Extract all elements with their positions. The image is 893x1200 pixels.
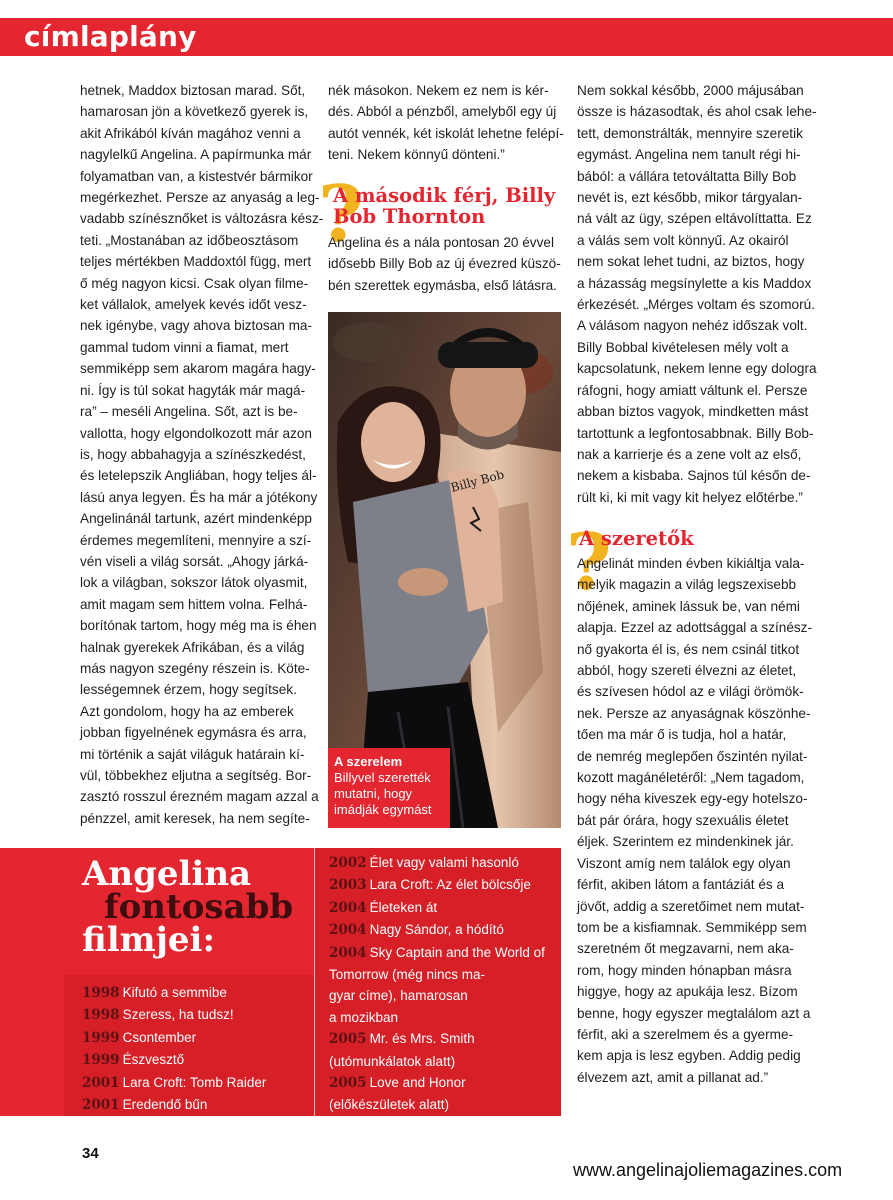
second-husband-text <box>328 232 560 296</box>
text-line: ő még nagyon kicsi. Csak olyan filme- <box>80 275 309 291</box>
text-line: lok a világban, sokszor látok olyasmit, <box>80 575 308 591</box>
text-line: vallotta, hogy elgondolkozott már azon <box>80 425 312 441</box>
text-line: dés. Abból a pénzből, amelyből egy új <box>328 104 557 120</box>
film-year: 1998 <box>82 1007 120 1024</box>
text-line: kapcsolatunk, nekem lenne egy dologra <box>577 361 817 377</box>
question-mark-icon: ? <box>566 517 612 608</box>
film-entry <box>329 852 557 874</box>
text-line: Angelinánál tartunk, azért mindenképp <box>80 511 312 527</box>
film-entry <box>82 982 304 1004</box>
film-title: Sky Captain and the World of <box>369 944 545 960</box>
film-year: 2005 <box>329 1031 367 1048</box>
text-line: nek. Persze az anyaságnak köszönhe- <box>577 705 811 721</box>
film-year: 2001 <box>82 1097 120 1114</box>
film-title: a mozikban <box>329 1009 399 1025</box>
film-entry <box>82 1027 304 1049</box>
film-title: Életeken át <box>369 899 438 915</box>
film-title: Szeress, ha tudsz! <box>122 1007 234 1023</box>
text-line: hogy néha kiveszek egy-egy hotelszo- <box>577 791 808 807</box>
text-line: is, hogy abbahagyja a színészkedést, <box>80 446 306 462</box>
subheading-second-husband: A második férj, Billy Bob Thornton <box>333 184 556 228</box>
text-line: kem apja is lesz egyben. Addig pedig <box>577 1048 801 1064</box>
text-line: nagylelkű Angelina. A papírmunka már <box>80 147 312 163</box>
text-line: Nem sokkal később, 2000 májusában <box>577 83 804 98</box>
film-title: Élet vagy valami hasonló <box>369 855 519 870</box>
film-year: 1998 <box>82 985 120 1001</box>
text-line: nek igénybe, vagy ahova biztosan ma- <box>80 318 312 334</box>
text-line: nekem a kisbaba. Sajnos túl későn de- <box>577 468 811 484</box>
film-year: 2004 <box>329 922 367 939</box>
film-title: (előkészületek alatt) <box>329 1097 450 1113</box>
film-title: Észvesztő <box>122 1052 185 1068</box>
text-line: szeretném őt megzavarni, nem aka- <box>577 941 794 957</box>
film-title: (utómunkálatok alatt) <box>329 1053 456 1069</box>
filmography-list-left <box>82 982 304 1116</box>
text-line: a válás sem volt könnyű. Az okairól <box>577 232 789 248</box>
film-year: 2004 <box>329 944 367 961</box>
text-line: ná vált az ügy, szépen eltávolíttatta. Ez <box>577 211 812 227</box>
subheading-lovers: A szeretők <box>579 527 694 550</box>
section-title: címlaplány <box>24 20 197 53</box>
text-line: és szívesen hódol az e világi örömök- <box>577 684 804 700</box>
film-entry <box>329 1094 557 1115</box>
text-line: férfit, akiben látom a fantáziát és a <box>577 877 785 893</box>
film-year: 2004 <box>329 899 367 916</box>
caption-text: Billyvel szerették mutatni, hogy imádják egymást <box>334 770 432 817</box>
text-line: mi történik a saját világuk határain kí- <box>80 746 305 762</box>
film-entry <box>329 1072 557 1094</box>
film-entry <box>329 985 557 1006</box>
text-line: férfit, aki a szerelmem és a gyerme- <box>577 1026 794 1042</box>
film-title: Love and Honor <box>369 1075 466 1091</box>
text-line: nőjének, aminek lássuk be, van némi <box>577 598 800 614</box>
text-line: higgye, hogy az apukája lesz. Bízom <box>577 984 798 1000</box>
film-year: 2001 <box>82 1074 120 1091</box>
text-line: és letelepszik Angliában, hogy teljes ál- <box>80 468 317 484</box>
film-title: Csontember <box>122 1029 197 1045</box>
film-entry <box>82 1049 304 1071</box>
text-line: lású anya legyen. És ha már a jótékony <box>80 489 318 505</box>
text-line: borítónak tartom, hogy még ma is éhen <box>80 618 317 634</box>
film-entry <box>329 942 557 964</box>
text-line: kozott magánéletéről: „Nem tagadom, <box>577 770 805 786</box>
text-line: nem sokat lehet tudni, az biztos, hogy <box>577 254 805 270</box>
text-line: melyik magazin a világ legszexisebb <box>577 577 797 593</box>
film-title: Eredendő bűn <box>122 1097 208 1113</box>
text-line: Angelina és a nála pontosan 20 évvel <box>328 235 554 250</box>
film-title: Mr. és Mrs. Smith <box>369 1031 475 1047</box>
text-line: más nagyon szegény részein is. Köte- <box>80 660 310 676</box>
text-line: jövőt, addig a szeretőimet nem mutat- <box>577 898 805 914</box>
text-line: idősebb Billy Bob az új évezred küszö- <box>328 256 561 272</box>
caption-title: A szerelem <box>334 754 403 769</box>
article-column-1 <box>80 80 324 829</box>
svg-text:Billy Bob: Billy Bob <box>449 467 506 495</box>
film-entry <box>82 1004 304 1026</box>
text-line: akit Afrikából kíván magához venni a <box>80 125 301 141</box>
filmography-divider <box>314 848 315 1116</box>
text-line: megérkezhet. Persze az anyaság a leg- <box>80 190 320 206</box>
text-line: teti. „Mostanában az időbeosztásom <box>80 232 299 248</box>
text-line: gammal tudom vinni a fiamat, mert <box>80 339 289 355</box>
text-line: alapja. Ezzel az adottsággal a színész- <box>577 620 813 636</box>
text-line: hetnek, Maddox biztosan marad. Sőt, <box>80 83 306 98</box>
text-line: tett, demonstrálták, mennyire szeretik <box>577 125 803 141</box>
film-entry <box>329 1028 557 1050</box>
text-line: A válásom nagyon nehéz időszak volt. <box>577 318 808 334</box>
film-year: 2002 <box>329 855 367 871</box>
text-line: tően ma már ő is tudja, hol a határ, <box>577 727 787 743</box>
text-line: tartottunk a legfontosabbnak. Billy Bob- <box>577 425 814 441</box>
film-year: 2005 <box>329 1075 367 1092</box>
photo-caption <box>328 748 450 828</box>
article-column-2 <box>328 80 564 166</box>
text-line: vül, többekhez eljutna a segítség. Bor- <box>80 768 312 783</box>
text-line: folyamatban van, a kistestvér bármikor <box>80 168 313 184</box>
text-line: autót vennék, két iskolát lehetne felépí- <box>328 125 564 141</box>
text-line: élvezem azt, amit a pillanat ad.” <box>577 1069 769 1085</box>
text-line: Viszont amíg nem találok egy olyan <box>577 855 791 871</box>
text-line: ket vállalok, amelyek kevés időt vesz- <box>80 297 307 313</box>
text-line: nak a karrierje és a zene volt az első, <box>577 446 802 462</box>
film-entry <box>329 874 557 896</box>
film-title: Tomorrow (még nincs ma- <box>329 967 486 983</box>
page-number: 34 <box>82 1145 99 1162</box>
text-line: hamarosan jön a következő gyerek is, <box>80 104 309 120</box>
text-line: Angelinát minden évben kikiáltja vala- <box>577 556 805 571</box>
text-line: nő gyakorta él is, és nem csinál titkot <box>577 641 800 657</box>
text-line: rom, hogy minden hónapban másra <box>577 962 792 978</box>
text-line: nék másokon. Nekem ez nem is kér- <box>328 83 549 98</box>
text-line: a házasság megsínylette a kis Maddox <box>577 275 812 291</box>
film-entry <box>329 1051 557 1072</box>
film-entry <box>329 1007 557 1028</box>
question-mark-icon: ? <box>318 169 364 260</box>
text-line: abból, hogy szereti élvezni az életet, <box>577 663 797 679</box>
text-line: nevét is, ezt később, mikor tárgyalan- <box>577 190 803 206</box>
film-year: 1999 <box>82 1029 120 1046</box>
filmography-list-right <box>329 852 557 1116</box>
text-line: Azt gondolom, hogy ha az emberek <box>80 703 294 719</box>
film-title: Kifutó a semmibe <box>122 985 227 1000</box>
film-title: Nagy Sándor, a hódító <box>369 922 504 938</box>
text-line: bát pár órára, hogy szexuális életet <box>577 812 789 828</box>
text-line: tom be a kisfiamnak. Semmiképp sem <box>577 919 807 935</box>
film-title: Lara Croft: Az élet bölcsője <box>369 877 531 893</box>
filmography-heading: Angelina fontosabb filmjei: <box>82 854 294 960</box>
text-line: ráfogni, hogy amiatt váltunk el. Persze <box>577 382 808 398</box>
film-year: 2003 <box>329 877 367 894</box>
film-year: 1999 <box>82 1052 120 1069</box>
text-line: jobban figyelnének egymásra és arra, <box>80 725 307 741</box>
footer-url: www.angelinajoliemagazines.com <box>573 1160 843 1180</box>
text-line: rült ki, ki mit vagy kit helyez előtérbe.” <box>577 489 803 505</box>
text-line: lességemnek érzem, hogy segítsek. <box>80 682 297 698</box>
film-entry <box>82 1094 304 1116</box>
text-line: benne, hogy egyszer megtalálom azt a <box>577 1005 811 1021</box>
film-entry <box>329 964 557 985</box>
film-entry <box>82 1072 304 1094</box>
text-line: zasztó rosszul érezném magam azzal a <box>80 789 319 805</box>
text-line: ra” – meséli Angelina. Sőt, azt is be- <box>80 404 298 420</box>
text-line: érkezését. „Mérges voltam és szomorú. <box>577 297 815 313</box>
film-entry <box>329 897 557 919</box>
text-line: össze is házasodtak, és ahol csak lehe- <box>577 104 817 120</box>
text-line: pénzzel, amit keresek, ha nem segíte- <box>80 810 310 826</box>
text-line: abban biztos vagyok, mindketten mást <box>577 404 809 420</box>
text-line: Billy Bobbal kivételesen mély volt a <box>577 339 789 355</box>
lovers-text <box>577 553 813 1088</box>
text-line: ni. Így is túl sokat hagyták már magá- <box>80 382 306 398</box>
article-column-3 <box>577 80 817 508</box>
text-line: amit magam sem hittem volna. Felhá- <box>80 596 308 612</box>
text-line: egymást. Angelina nem tanult régi hi- <box>577 147 801 163</box>
text-line: teni. Nekem könnyű dönteni.” <box>328 147 505 163</box>
text-line: semmiképp sem akarom magára hagy- <box>80 361 316 377</box>
text-line: teljes mértékben Maddoxtól függ, mert <box>80 254 312 270</box>
film-title: Lara Croft: Tomb Raider <box>122 1074 267 1090</box>
text-line: vén viseli a világ sorsát. „Ahogy járká- <box>80 553 309 569</box>
text-line: vadabb színésznőket is változásra kész- <box>80 211 324 227</box>
text-line: halnak gyerekek Afrikában, és a világ <box>80 639 305 655</box>
text-line: bén szerettek egymásba, első látásra. <box>328 277 557 293</box>
text-line: de nemrég meglepően őszintén nyilat- <box>577 748 808 764</box>
text-line: érdemes megemlíteni, mennyire a szí- <box>80 532 312 548</box>
film-entry <box>329 919 557 941</box>
text-line: bából: a vállára tetováltatta Billy Bob <box>577 168 797 184</box>
film-title: gyar címe), hamarosan <box>329 988 468 1004</box>
text-line: éljek. Szerintem ez mindenkinek jár. <box>577 834 794 850</box>
